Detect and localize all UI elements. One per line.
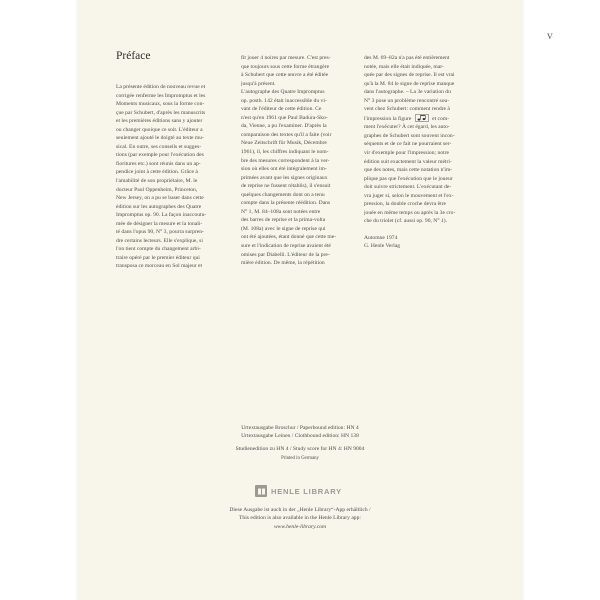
text-line: corrigée renferme les Impromptus et les [116, 92, 206, 99]
text-line: 1961), il, les chiffres indiquant le nom- [241, 149, 329, 156]
text-line: ont été ajoutées, étant donné que cette me- [241, 234, 337, 241]
music-notation-icon [415, 114, 429, 122]
text-line: vir d'exemple pour l'impression; notre [364, 150, 449, 157]
text-line: transposa ce morceau en Sol majeur et [116, 263, 203, 270]
text-line: des M. 69–82a n'a pas été entièrement [364, 55, 450, 61]
text-line: compte dans la présente réédition. Dans [241, 200, 331, 207]
edition-paperbound: Urtextausgabe Broschur / Paperbound edition: HN 4 [241, 425, 359, 431]
document-page [77, 0, 553, 600]
text-line: ment l'exécuter? À cet égard, les auto- [364, 124, 450, 131]
text-line: vent chez Schubert: comment rendre à [364, 106, 450, 113]
edition-info [77, 424, 523, 463]
text-line: omises par Diabelli. L'éditeur de la pre- [241, 251, 330, 258]
text-line: que toujours sous cette forme étrangère [241, 63, 330, 70]
text-line: édition sur les autographes des Quatre [116, 203, 202, 210]
text-line: op. posth. 142 était inaccessible du vi- [241, 97, 327, 104]
text-line: che du triolet (cf. aussi op. 90, N° 1). [364, 218, 448, 225]
text-line: comparaison des textes qu'il a faite (voir [241, 131, 332, 138]
text-line: té dans l'opus 90, N° 3, pourra surpren- [116, 229, 204, 236]
page-number: V [547, 32, 553, 41]
text-line: l'amabilité de son propriétaire, M. le [116, 178, 198, 185]
preface-column-1 [116, 83, 234, 271]
text-line: l'on tient compte du changement arbi- [116, 246, 201, 253]
signoff-date: Automne 1974 [364, 234, 398, 241]
text-line: séquents et de ce fait ne pourraient ser- [364, 141, 452, 148]
column-1-text [116, 83, 234, 271]
text-line: ou changer quoique ce soit. L'éditeur a [116, 126, 203, 133]
preface-column-2 [241, 54, 359, 268]
app-url[interactable] [77, 523, 523, 531]
text-line: pression, la double croche devra être [364, 201, 447, 208]
app-availability-note [77, 506, 523, 531]
edition-study-score: Studienedition zu HN 4 / Study score for HN 4: HN 9004 [235, 445, 365, 452]
text-line: que des notes, mais cette notation n'im- [364, 167, 453, 174]
text-line: sure et l'indication de reprise avaient été [241, 243, 331, 250]
logo-text: HENLE LIBRARY [271, 486, 342, 496]
text-line: vra juger si, selon le mouvement et l'ex- [364, 192, 454, 199]
text-line: seulement ajouté le doigté au texte mu- [116, 135, 204, 142]
figure-trail-text: et com- [432, 115, 450, 122]
henle-library-logo [255, 484, 342, 498]
text-line: da, Vienne, a pu l'examiner. D'après la [241, 123, 327, 130]
text-line: pendice joint à cette édition. Grâce à [116, 169, 198, 176]
text-line: sion où elles ont été intégralement im- [241, 166, 327, 173]
column-3-text-before [364, 54, 482, 114]
text-line: traire opéré par le premier éditeur qui [116, 254, 200, 261]
text-line: La présente édition de nouveau revue et [116, 84, 206, 90]
text-line: jusqu'à présent. [241, 80, 276, 87]
text-line: fit jouer 4 noires par mesure. C'est pres- [241, 55, 331, 61]
text-line: et les premières éditions sans y ajouter [116, 118, 203, 125]
text-line: fioritures etc.) sont réunis dans un ap- [116, 160, 201, 167]
text-line: bre des mesures correspondent à la ver- [241, 157, 330, 164]
text-line: plique pas que l'exécution que le joueur [364, 175, 453, 182]
text-line: docteur Paul Oppenheim, Princeton, [116, 186, 198, 193]
text-line: çue par Schubert, d'après les manuscrits [116, 109, 206, 116]
text-line: Moments musicaux, sous la forme con- [116, 101, 205, 108]
text-line: édition suit exactement la valeur métri- [364, 158, 452, 165]
text-line: notée, mais elle était indiquée, mar- [364, 63, 444, 70]
text-line: n'est qu'en 1961 que Paul Badura-Sko- [241, 114, 328, 121]
text-line: sical. En outre, ses conseils et sugges- [116, 143, 202, 150]
app-note-english: This edition is also available in the Henle Library app: [239, 515, 361, 522]
page-title: Préface [116, 50, 151, 62]
app-url-text[interactable]: www.henle-library.com [273, 523, 327, 530]
text-line: primées avant que les signes originaux [241, 174, 328, 181]
text-line: N° 3 pose un problème rencontré sou- [364, 97, 450, 104]
text-line: quelques changements dont on a tenu [241, 191, 325, 198]
text-line: quée par des signes de reprise. Il est vrai [364, 72, 455, 79]
text-line: Neue Zeitschrift für Musik, Décembre [241, 140, 327, 147]
app-note-german: Diese Ausgabe ist auch in der „Henle Library“-App erhältlich / [229, 507, 371, 513]
text-line: mée de désigner la mesure et la tonali- [116, 220, 203, 227]
figure-lead-text: l'impression la figure [364, 115, 412, 122]
text-line: graphes de Schubert sont souvent incon- [364, 132, 455, 139]
text-line: dre certains lecteurs. Elle s'explique, si [116, 237, 203, 244]
text-line: N° 1, M. 84–108a sont notées entre [241, 208, 321, 215]
text-line: dans l'autographe. – La 3e variation du [364, 89, 451, 96]
figure-line [364, 114, 482, 124]
text-line: (M. 108a) avec le signe de reprise qui [241, 225, 326, 232]
text-line: des barres de reprise et la prima-volta [241, 217, 326, 224]
text-line: doit suivre strictement. L'exécutant de- [364, 184, 452, 191]
column-3-text-after [364, 123, 482, 226]
text-line: L'autographe des Quatre Impromptus [241, 89, 325, 96]
text-line: New Jersey, on a pu se baser dans cette [116, 195, 204, 202]
preface-column-3 [364, 54, 482, 251]
text-line: de reprise ne fussent rétablis), il s'ensuit [241, 183, 331, 190]
signoff [364, 234, 482, 251]
text-line: tions (par exemple pour l'exécution des [116, 152, 204, 159]
text-line: mière édition. De même, la répétition [241, 260, 325, 267]
text-line: Impromptus op. 90. La façon inaccoutu- [116, 212, 207, 219]
text-line: à Schubert que cette œuvre a été éditée [241, 72, 329, 79]
printed-in: Printed in Germany [281, 455, 319, 461]
column-2-text [241, 54, 359, 268]
text-line: qu'à la M. 84 le signe de reprise manque [364, 80, 455, 87]
signoff-publisher: G. Henle Verlag [364, 243, 401, 250]
henle-book-icon [255, 485, 267, 497]
text-line: jouée en même temps ou après la 3e cro- [364, 209, 456, 216]
edition-clothbound: Urtextausgabe Leinen / Clothbound edition: HN 138 [241, 433, 359, 440]
text-line: vant de l'éditeur de cette édition. Ce [241, 106, 322, 113]
